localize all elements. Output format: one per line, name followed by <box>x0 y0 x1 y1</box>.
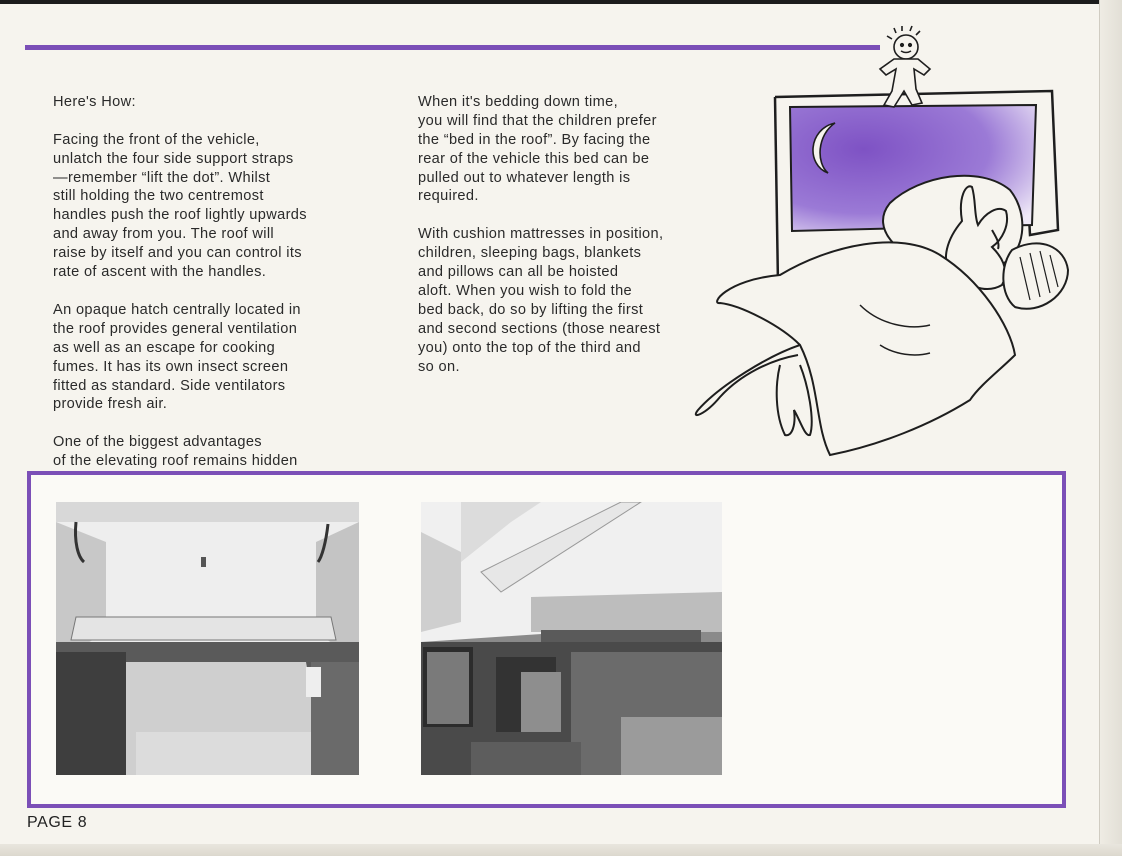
section-heading: Here's How: <box>53 93 136 110</box>
left-text-column <box>53 74 383 528</box>
page-top-edge <box>0 0 1122 4</box>
right-text-column <box>418 74 718 395</box>
paragraph-hatch: An opaque hatch centrally located in the roof provides general ventilation as well as an escape for cooking fumes. It has its own insect screen fitted as standard. Side ventilators provide fresh air. <box>53 301 301 413</box>
paragraph-folding: With cushion mattresses in position, children, sleeping bags, blankets and pillows can all be hoisted aloft. When you wish to fold the bed back, do so by lifting the first and second sections (those nearest you) onto the top of the third and so on. <box>418 226 664 375</box>
kangaroo-in-bed-illustration <box>680 25 1100 465</box>
paragraph-raising-roof: Facing the front of the vehicle, unlatch the four side support straps —remember “lift the dot”. Whilst still holding the two centremost handles push the roof lightly upwards and away from you. The roof will raise by itself and you can control its rate of ascent with the handles. <box>53 131 307 281</box>
roof-interior-photo <box>421 502 722 775</box>
paragraph-advantages: One of the biggest advantages of the elevating roof remains hidden <box>53 434 298 470</box>
elevated-roof-bed-photo <box>56 502 359 775</box>
paragraph-bedding: When it's bedding down time, you will find that the children prefer the “bed in the roof”. By facing the rear of the vehicle this bed can be pulled out to whatever length is required. <box>418 93 657 205</box>
page-binding-edge <box>1099 0 1122 856</box>
page-bottom-edge <box>0 844 1122 856</box>
page-number: PAGE 8 <box>27 814 88 831</box>
